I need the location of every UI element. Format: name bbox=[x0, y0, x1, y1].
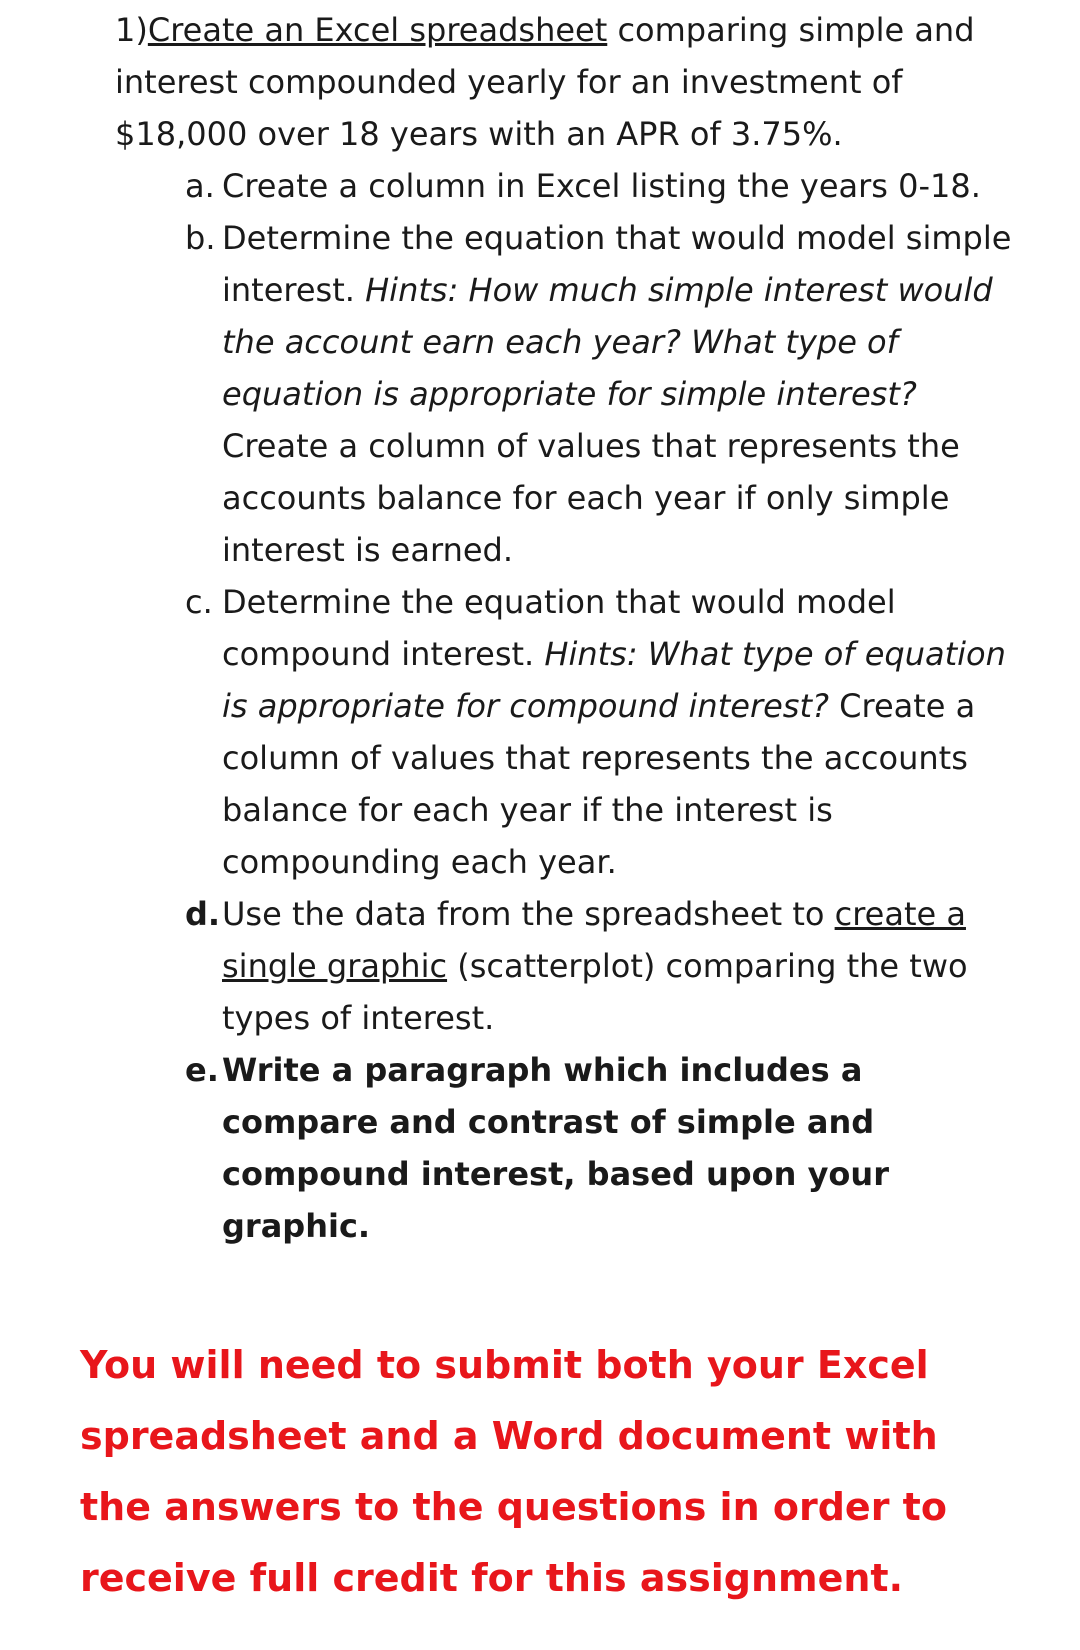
submission-notice: You will need to submit both your Excel spreadsheet and a Word document with the answers to the questions in order to receive full credit for this assignment. bbox=[80, 1343, 947, 1600]
subquestion-marker: a. bbox=[185, 167, 215, 205]
question-text: comparing simple and interest compounded yearly for an investment of $18,000 over 18 years with an APR of 3.75%. bbox=[115, 11, 975, 153]
subquestion-text: Determine the equation that would model compound interest. bbox=[222, 583, 896, 673]
subquestion-text: Use the data from the spreadsheet to bbox=[222, 895, 835, 933]
subquestion-list bbox=[185, 160, 1015, 1252]
subquestion-text: Create a column in Excel listing the years 0-18. bbox=[222, 167, 981, 205]
subquestion-a bbox=[185, 160, 1015, 212]
subquestion-link-text: create a single graphic bbox=[222, 895, 966, 985]
subquestion-c bbox=[185, 576, 1015, 888]
subquestion-e bbox=[185, 1044, 1015, 1252]
question-number: 1) bbox=[115, 11, 148, 49]
subquestion-instruction: Create a column of values that represents the accounts balance for each year if the interest is compounding each year. bbox=[222, 687, 976, 881]
subquestion-text: Determine the equation that would model simple interest. bbox=[222, 219, 1012, 309]
subquestion-marker: e. bbox=[185, 1051, 219, 1089]
subquestion-instruction: (scatterplot) comparing the two types of interest. bbox=[222, 947, 968, 1037]
question-1 bbox=[115, 4, 975, 160]
subquestion-marker: b. bbox=[185, 219, 216, 257]
subquestion-d bbox=[185, 888, 1015, 1044]
subquestion-text: Write a paragraph which includes a compare and contrast of simple and compound interest, based upon your graphic. bbox=[222, 1051, 889, 1245]
subquestion-b bbox=[185, 212, 1015, 576]
subquestion-hint: Hints: What type of equation is appropriate for compound interest? bbox=[222, 635, 1006, 725]
subquestion-instruction: Create a column of values that represents the accounts balance for each year if only simple interest is earned. bbox=[222, 427, 960, 569]
subquestion-marker: d. bbox=[185, 895, 221, 933]
subquestion-hint: Hints: How much simple interest would the account earn each year? What type of equation is appropriate for simple interest? bbox=[222, 271, 993, 413]
subquestion-marker: c. bbox=[185, 583, 213, 621]
question-link-text: Create an Excel spreadsheet bbox=[147, 11, 608, 49]
